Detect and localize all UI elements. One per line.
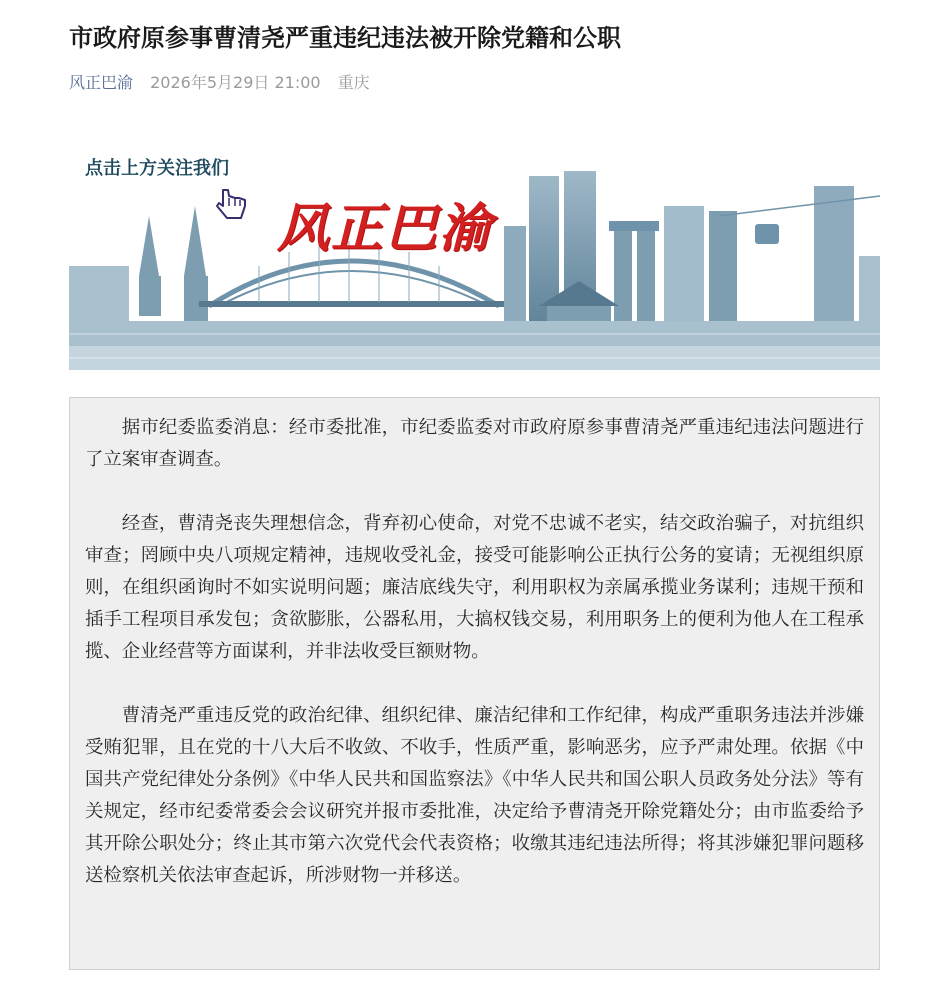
article-meta xyxy=(69,70,370,96)
account-name-link[interactable]: 风正巴渝 xyxy=(69,73,134,92)
publish-location: 重庆 xyxy=(337,73,370,92)
article-body xyxy=(69,397,880,970)
header-banner[interactable] xyxy=(69,146,880,370)
article-title: 市政府原参事曹清尧严重违纪违法被开除党籍和公职 xyxy=(69,24,621,52)
article-paragraph-2: 经查，曹清尧丧失理想信念，背弃初心使命，对党不忠诚不老实，结交政治骗子，对抗组织审查；罔顾中央八项规定精神，违规收受礼金，接受可能影响公正执行公务的宴请；无视组织原则，在组织函询时不如实说明问题；廉洁底线失守，利用职权为亲属承揽业务谋利；违规干预和插手工程项目承发包；贪欲膨胀，公器私用，大搞权钱交易，利用职务上的便利为他人在工程承揽、企业经营等方面谋利，并非法收受巨额财物。 xyxy=(85,513,864,662)
publish-date: 2026年5月29日 21:00 xyxy=(150,73,321,92)
article-paragraph-1: 据市纪委监委消息：经市委批准，市纪委监委对市政府原参事曹清尧严重违纪违法问题进行了立案审查调查。 xyxy=(85,417,864,470)
hand-pointer-icon xyxy=(215,186,249,222)
banner-logo: 风正巴渝 xyxy=(277,198,494,259)
article-paragraph-3: 曹清尧严重违反党的政治纪律、组织纪律、廉洁纪律和工作纪律，构成严重职务违法并涉嫌受贿犯罪，且在党的十八大后不收敛、不收手，性质严重，影响恶劣，应予严肃处理。依据《中国共产党纪律处分条例》《中华人民共和国监察法》《中华人民共和国公职人员政务处分法》等有关规定，经市纪委常委会会议研究并报市委批准，决定给予曹清尧开除党籍处分；由市监委给予其开除公职处分；终止其市第六次党代会代表资格；收缴其违纪违法所得；将其涉嫌犯罪问题移送检察机关依法审查起诉，所涉财物一并移送。 xyxy=(85,705,864,886)
follow-us-tip: 点击上方关注我们 xyxy=(85,158,229,179)
